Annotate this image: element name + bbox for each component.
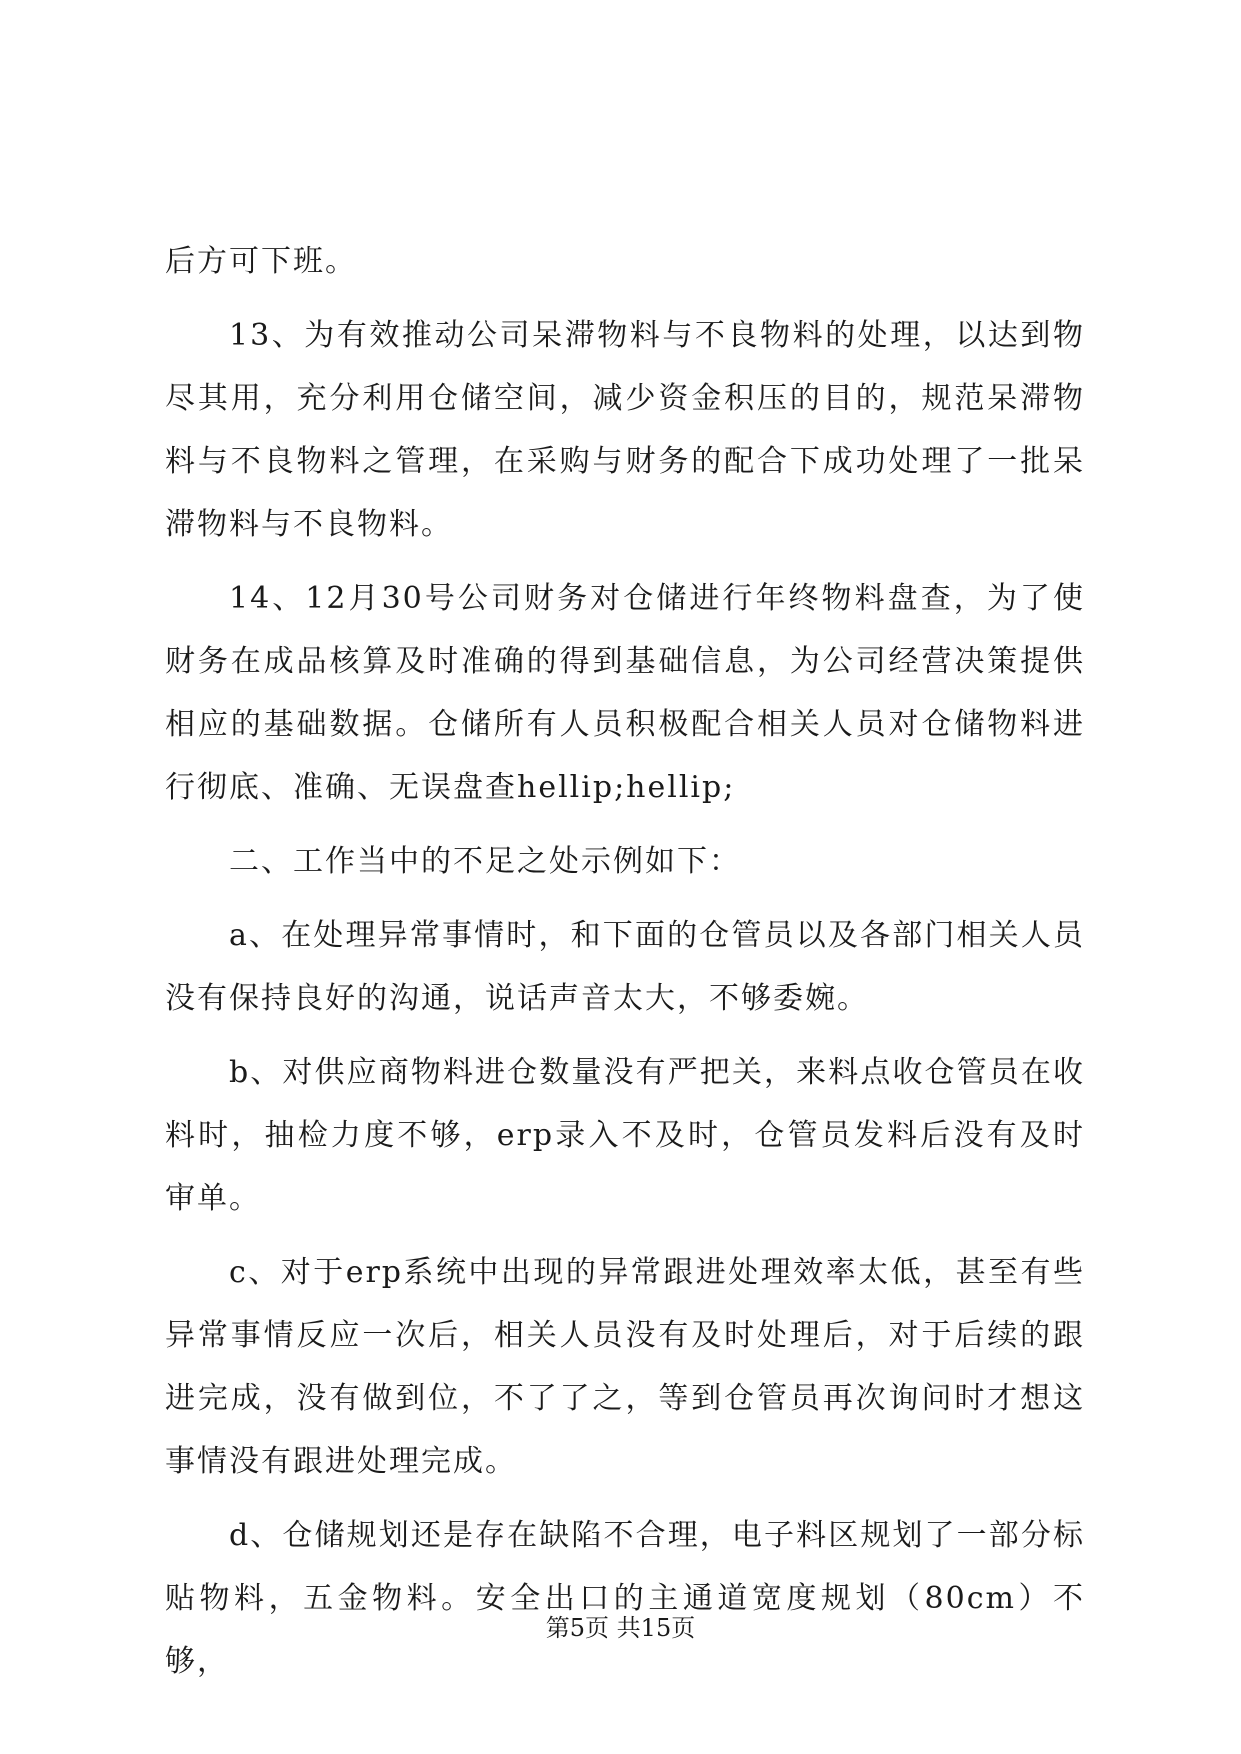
page-footer: 第5页 共15页 xyxy=(545,1614,696,1642)
paragraph-4: 二、工作当中的不足之处示例如下： xyxy=(229,844,741,879)
paragraph-3: 14、12月30号公司财务对仓储进行年终物料盘查，为了使财务在成品核算及时准确的得到基础信息，为公司经营决策提供相应的基础数据。仓储所有人员积极配合相关人员对仓储物料进行彻底、准确、无误盘查hellip;hellip; xyxy=(165,581,1085,805)
paragraph-5: a、在处理异常事情时，和下面的仓管员以及各部门相关人员没有保持良好的沟通，说话声音太大，不够委婉。 xyxy=(165,918,1085,1016)
paragraph-6: b、对供应商物料进仓数量没有严把关，来料点收仓管员在收料时，抽检力度不够，erp录入不及时，仓管员发料后没有及时审单。 xyxy=(165,1055,1085,1216)
paragraph-7: c、对于erp系统中出现的异常跟进处理效率太低，甚至有些异常事情反应一次后，相关人员没有及时处理后，对于后续的跟进完成，没有做到位，不了了之，等到仓管员再次询问时才想这事情没有跟进处理完成。 xyxy=(165,1255,1085,1479)
paragraph-8: d、仓储规划还是存在缺陷不合理，电子料区规划了一部分标贴物料，五金物料。安全出口的主通道宽度规划（80cm）不够， xyxy=(165,1518,1085,1679)
paragraph-1: 后方可下班。 xyxy=(165,244,357,279)
document-body xyxy=(165,230,1085,1704)
paragraph-2: 13、为有效推动公司呆滞物料与不良物料的处理，以达到物尽其用，充分利用仓储空间，减少资金积压的目的，规范呆滞物料与不良物料之管理，在采购与财务的配合下成功处理了一批呆滞物料与不良物料。 xyxy=(165,318,1085,542)
